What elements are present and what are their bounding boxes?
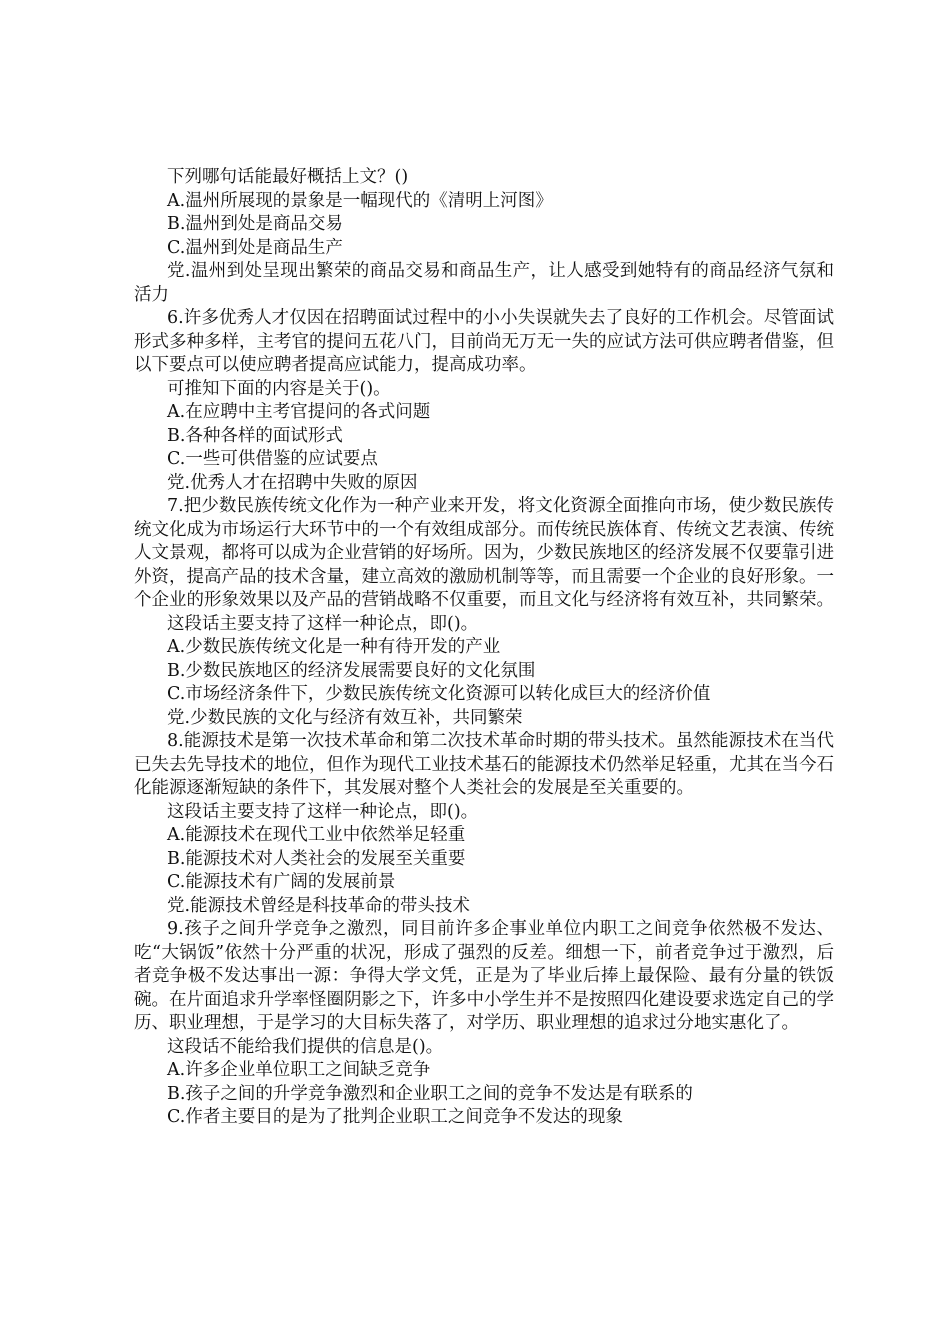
option-9a: A.许多企业单位职工之间缺乏竞争 [167,1060,431,1080]
option-7d: 党.少数民族的文化与经济有效互补，共同繁荣 [167,707,523,728]
option-5b: B.温州到处是商品交易 [167,214,343,234]
option-8a: A.能源技术在现代工业中依然举足轻重 [167,825,466,845]
option-7a: A.少数民族传统文化是一种有待开发的产业 [167,637,501,657]
question-9-passage: 9.孩子之间升学竞争之激烈，同目前许多企事业单位内职工之间竞争依然极不发达、吃“大锅饭”依然十分严重的状况，形成了强烈的反差。细想一下，前者竞争过于激烈，后者竞争极不发达事出一源：争得大学文凭，正是为了毕业后捧上最保险、最有分量的铁饭碗。在片面追求升学率怪圈阴影之下，许多中小学生并不是按照四化建设要求选定自己的学历、职业理想，于是学习的大目标失落了，对学历、职业理想的追求过分地实惠化了。 [134,919,834,1033]
option-7b: B.少数民族地区的经济发展需要良好的文化氛围 [167,660,536,681]
question-prompt-6: 可推知下面的内容是关于()。 [167,378,391,399]
option-9b: B.孩子之间的升学竞争激烈和企业职工之间的竞争不发达是有联系的 [167,1083,693,1104]
document-page [134,166,834,1130]
option-6b: B.各种各样的面试形式 [167,425,343,446]
question-prompt-7: 这段话主要支持了这样一种论点，即()。 [167,613,479,634]
question-prompt-9: 这段话不能给我们提供的信息是()。 [167,1036,444,1057]
question-6-passage: 6.许多优秀人才仅因在招聘面试过程中的小小失误就失去了良好的工作机会。尽管面试形式多种多样，主考官的提问五花八门，目前尚无万无一失的应试方法可供应聘者借鉴，但以下要点可以使应聘者提高应试能力，提高成功率。 [134,308,834,375]
option-6d: 党.优秀人才在招聘中失败的原因 [167,472,418,493]
option-8b: B.能源技术对人类社会的发展至关重要 [167,848,466,869]
option-7c: C.市场经济条件下，少数民族传统文化资源可以转化成巨大的经济价值 [167,684,711,704]
question-prompt-5: 下列哪句话能最好概括上文？() [167,167,409,187]
option-5a: A.温州所展现的景象是一幅现代的《清明上河图》 [167,190,553,211]
option-8c: C.能源技术有广阔的发展前景 [167,872,396,892]
option-8d: 党.能源技术曾经是科技革命的带头技术 [167,895,471,916]
question-8-passage: 8.能源技术是第一次技术革命和第二次技术革命时期的带头技术。虽然能源技术在当代已失去先导技术的地位，但作为现代工业技术基石的能源技术仍然举足轻重，尤其在当今石化能源逐渐短缺的条件下，其发展对整个人类社会的发展是至关重要的。 [134,731,834,798]
question-7-passage: 7.把少数民族传统文化作为一种产业来开发，将文化资源全面推向市场，使少数民族传统文化成为市场运行大环节中的一个有效组成部分。而传统民族体育、传统文艺表演、传统人文景观，都将可以成为企业营销的好场所。因为，少数民族地区的经济发展不仅要靠引进外资，提高产品的技术含量，建立高效的激励机制等等，而且需要一个企业的良好形象。一个企业的形象效果以及产品的营销战略不仅重要，而且文化与经济将有效互补，共同繁荣。 [134,496,834,610]
question-prompt-8: 这段话主要支持了这样一种论点，即()。 [167,801,479,822]
option-6a: A.在应聘中主考官提问的各式问题 [167,402,431,422]
option-9c: C.作者主要目的是为了批判企业职工之间竞争不发达的现象 [167,1107,623,1127]
option-6c: C.一些可供借鉴的应试要点 [167,449,378,469]
option-5c: C.温州到处是商品生产 [167,237,343,258]
option-5d: 党.温州到处呈现出繁荣的商品交易和商品生产，让人感受到她特有的商品经济气氛和活力 [134,261,834,305]
